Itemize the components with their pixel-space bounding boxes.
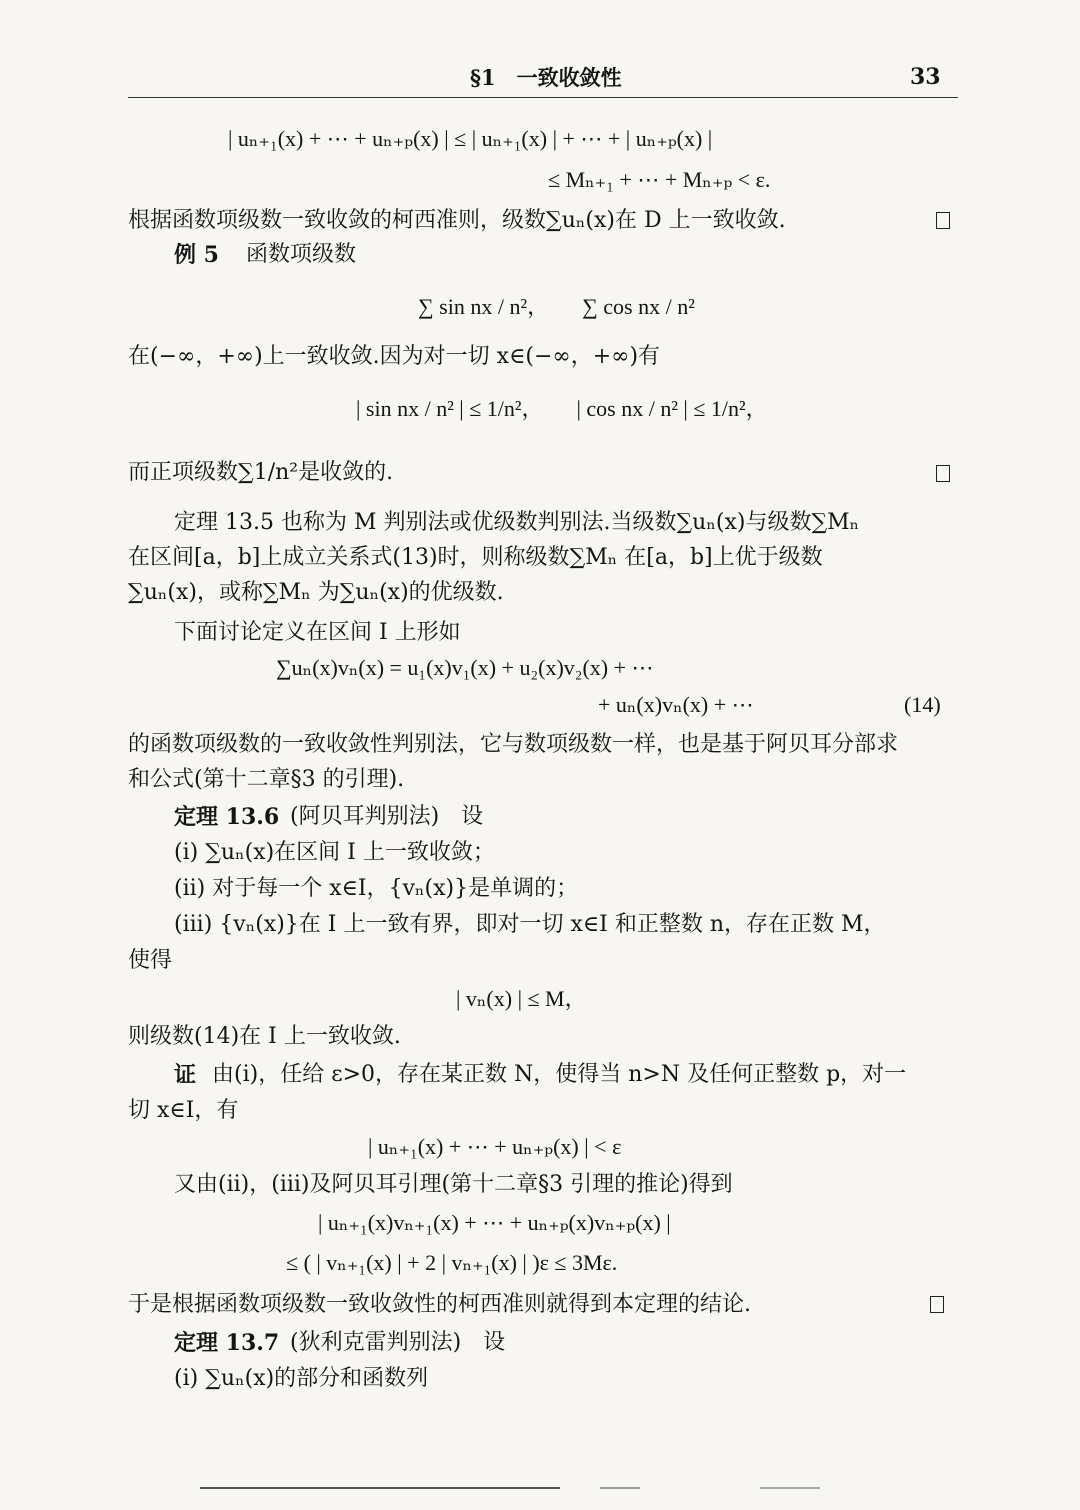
- proof-line-2: 切 x∈I，有: [128, 1098, 239, 1123]
- running-header: §1 一致收敛性: [470, 65, 622, 90]
- paragraph-abel-basis-line-2: 和公式(第十二章§3 的引理).: [128, 767, 405, 792]
- example-5-text: 函数项级数: [246, 242, 357, 267]
- theorem-13-6-name: (阿贝耳判别法) 设: [290, 804, 484, 829]
- paragraph-conclusion-14: 则级数(14)在 I 上一致收敛.: [128, 1024, 401, 1049]
- qed-box-2: [936, 465, 950, 482]
- paragraph-m-test-line-2: 在区间[a，b]上成立关系式(13)时，则称级数∑Mₙ 在[a，b]上优于级数: [128, 545, 823, 570]
- scan-artifact-line: [200, 1487, 560, 1489]
- example-5-label: 例 5: [174, 242, 219, 268]
- paragraph-positive-series: 而正项级数∑1/n²是收敛的.: [128, 460, 394, 485]
- paragraph-m-test-line-3: ∑uₙ(x)，或称∑Mₙ 为∑uₙ(x)的优级数.: [128, 580, 504, 605]
- theorem-13-7-label: 定理 13.7: [174, 1330, 280, 1356]
- equation-cauchy: | uₙ₊₁(x) + ⋯ + uₙ₊ₚ(x) | < ε: [368, 1134, 622, 1159]
- example-5-inequality: | sin nx / n² | ≤ 1/n²， | cos nx / n² | ≤ 1/n²，: [356, 396, 768, 421]
- header-rule: [128, 97, 958, 98]
- equation-14-line-1: ∑uₙ(x)vₙ(x) = u₁(x)v₁(x) + u₂(x)v₂(x) + ⋯: [276, 655, 654, 680]
- theorem-13-6-condition-ii: (ii) 对于每一个 x∈I，{vₙ(x)}是单调的；: [174, 876, 579, 901]
- paragraph-m-test-line-1: 定理 13.5 也称为 M 判别法或优级数判别法.当级数∑uₙ(x)与级数∑Mₙ: [174, 510, 860, 535]
- theorem-13-7-condition-i: (i) ∑uₙ(x)的部分和函数列: [174, 1366, 429, 1391]
- paragraph-discussion-intro: 下面讨论定义在区间 I 上形如: [174, 620, 461, 645]
- equation-triangle-line-1: | uₙ₊₁(x) + ⋯ + uₙ₊ₚ(x) | ≤ | uₙ₊₁(x) | + ⋯ + | uₙ₊ₚ(x) |: [228, 126, 713, 151]
- scan-artifact-line: [600, 1487, 640, 1489]
- equation-14-line-2: + uₙ(x)vₙ(x) + ⋯: [598, 692, 754, 717]
- proof-label: 证: [174, 1062, 197, 1088]
- theorem-13-6-condition-i: (i) ∑uₙ(x)在区间 I 上一致收敛；: [174, 840, 495, 865]
- proof-line-1: 由(i)，任给 ε>0，存在某正数 N，使得当 n>N 及任何正整数 p，对一: [212, 1062, 907, 1087]
- theorem-13-6-condition-iii-line-1: (iii) {vₙ(x)}在 I 上一致有界，即对一切 x∈I 和正整数 n，存在正数 M，: [174, 912, 886, 937]
- qed-box-1: [936, 212, 950, 229]
- example-5-series: ∑ sin nx / n²， ∑ cos nx / n²: [418, 294, 695, 319]
- paragraph-cauchy-conclusion: 根据函数项级数一致收敛的柯西准则，级数∑uₙ(x)在 D 上一致收敛.: [128, 208, 786, 233]
- paragraph-theorem-conclusion: 于是根据函数项级数一致收敛性的柯西准则就得到本定理的结论.: [128, 1292, 751, 1317]
- paragraph-abel-basis-line-1: 的函数项级数的一致收敛性判别法，它与数项级数一样，也是基于阿贝耳分部求: [128, 732, 899, 757]
- equation-abel-line-1: | uₙ₊₁(x)vₙ₊₁(x) + ⋯ + uₙ₊ₚ(x)vₙ₊ₚ(x) |: [318, 1210, 671, 1235]
- page-number: 33: [910, 64, 941, 90]
- theorem-13-6-condition-iii-line-2: 使得: [128, 948, 173, 973]
- theorem-13-6-label: 定理 13.6: [174, 804, 280, 830]
- theorem-13-7-name: (狄利克雷判别法) 设: [290, 1330, 506, 1355]
- equation-triangle-line-2: ≤ Mₙ₊₁ + ⋯ + Mₙ₊ₚ < ε.: [548, 167, 771, 192]
- equation-14-tag: (14): [904, 692, 941, 717]
- paragraph-uniform-on-real-line: 在(−∞，+∞)上一致收敛.因为对一切 x∈(−∞，+∞)有: [128, 344, 661, 369]
- paragraph-abel-lemma: 又由(ii)，(iii)及阿贝耳引理(第十二章§3 引理的推论)得到: [174, 1172, 733, 1197]
- qed-box-3: [930, 1296, 944, 1313]
- scan-artifact-line: [760, 1487, 820, 1489]
- equation-bounded: | vₙ(x) | ≤ M，: [456, 986, 587, 1011]
- equation-abel-line-2: ≤ ( | vₙ₊₁(x) | + 2 | vₙ₊₁(x) | )ε ≤ 3Mε.: [286, 1250, 618, 1275]
